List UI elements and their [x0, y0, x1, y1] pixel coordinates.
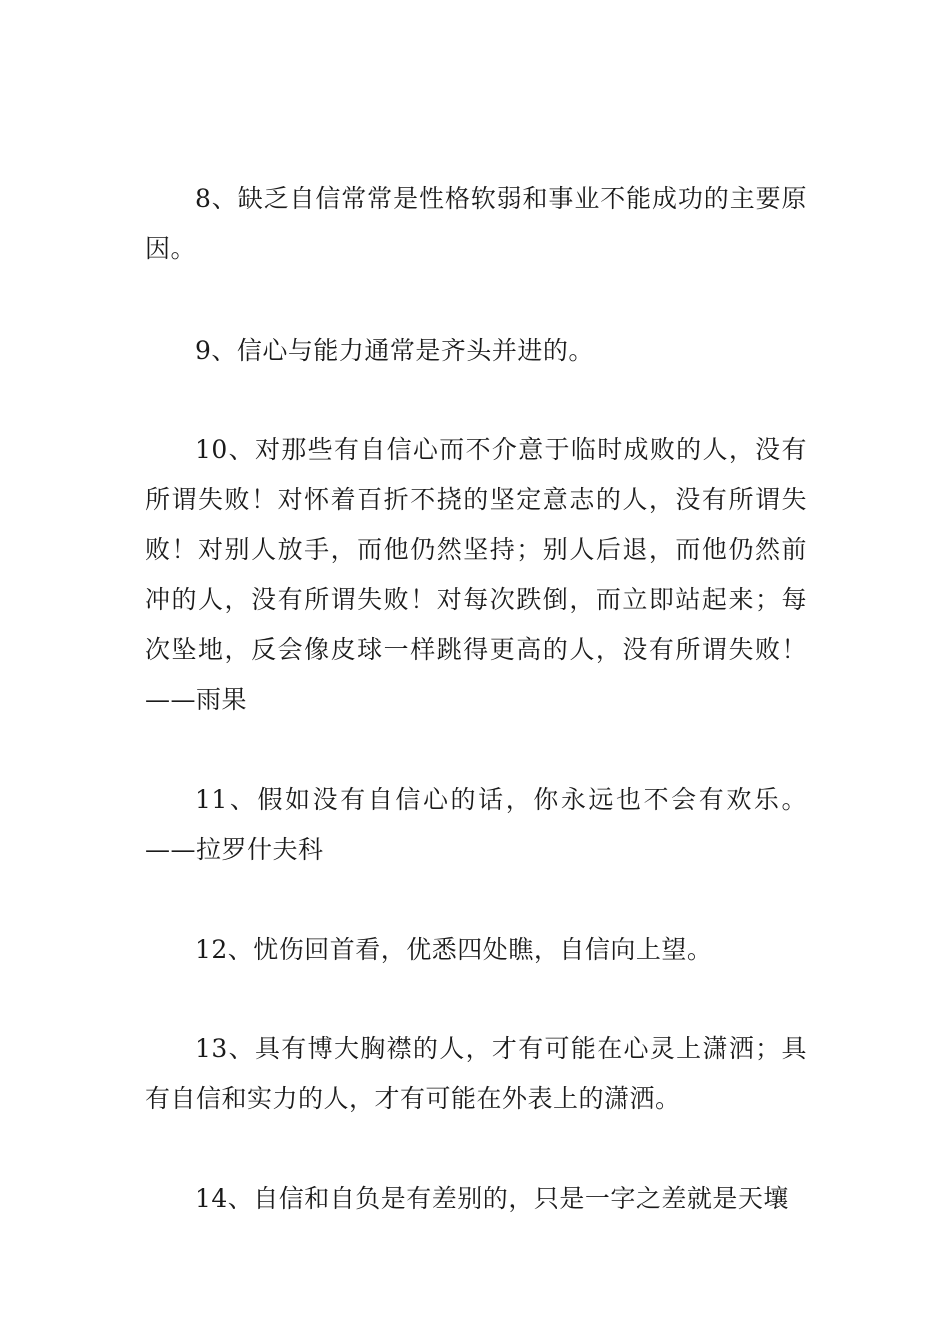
- quote-paragraph-8: 8、缺乏自信常常是性格软弱和事业不能成功的主要原因。: [145, 184, 807, 263]
- quote-paragraph-12: 12、忧伤回首看，优悉四处瞧，自信向上望。: [195, 935, 713, 964]
- quote-paragraph-9: 9、信心与能力通常是齐头并进的。: [195, 336, 594, 365]
- quote-paragraph-14: 14、自信和自负是有差别的，只是一字之差就是天壤: [195, 1184, 789, 1213]
- quote-paragraph-11: 11、假如没有自信心的话，你永远也不会有欢乐。——拉罗什夫科: [145, 785, 807, 864]
- quote-paragraph-10: 10、对那些有自信心而不介意于临时成败的人，没有所谓失败！对怀着百折不挠的坚定意志的人，没有所谓失败！对别人放手，而他仍然坚持；别人后退，而他仍然前冲的人，没有所谓失败！对每次跌倒，而立即站起来；每次坠地，反会像皮球一样跳得更高的人，没有所谓失败！——雨果: [145, 435, 807, 714]
- quote-paragraph-13: 13、具有博大胸襟的人，才有可能在心灵上潇洒；具有自信和实力的人，才有可能在外表上的潇洒。: [145, 1034, 807, 1113]
